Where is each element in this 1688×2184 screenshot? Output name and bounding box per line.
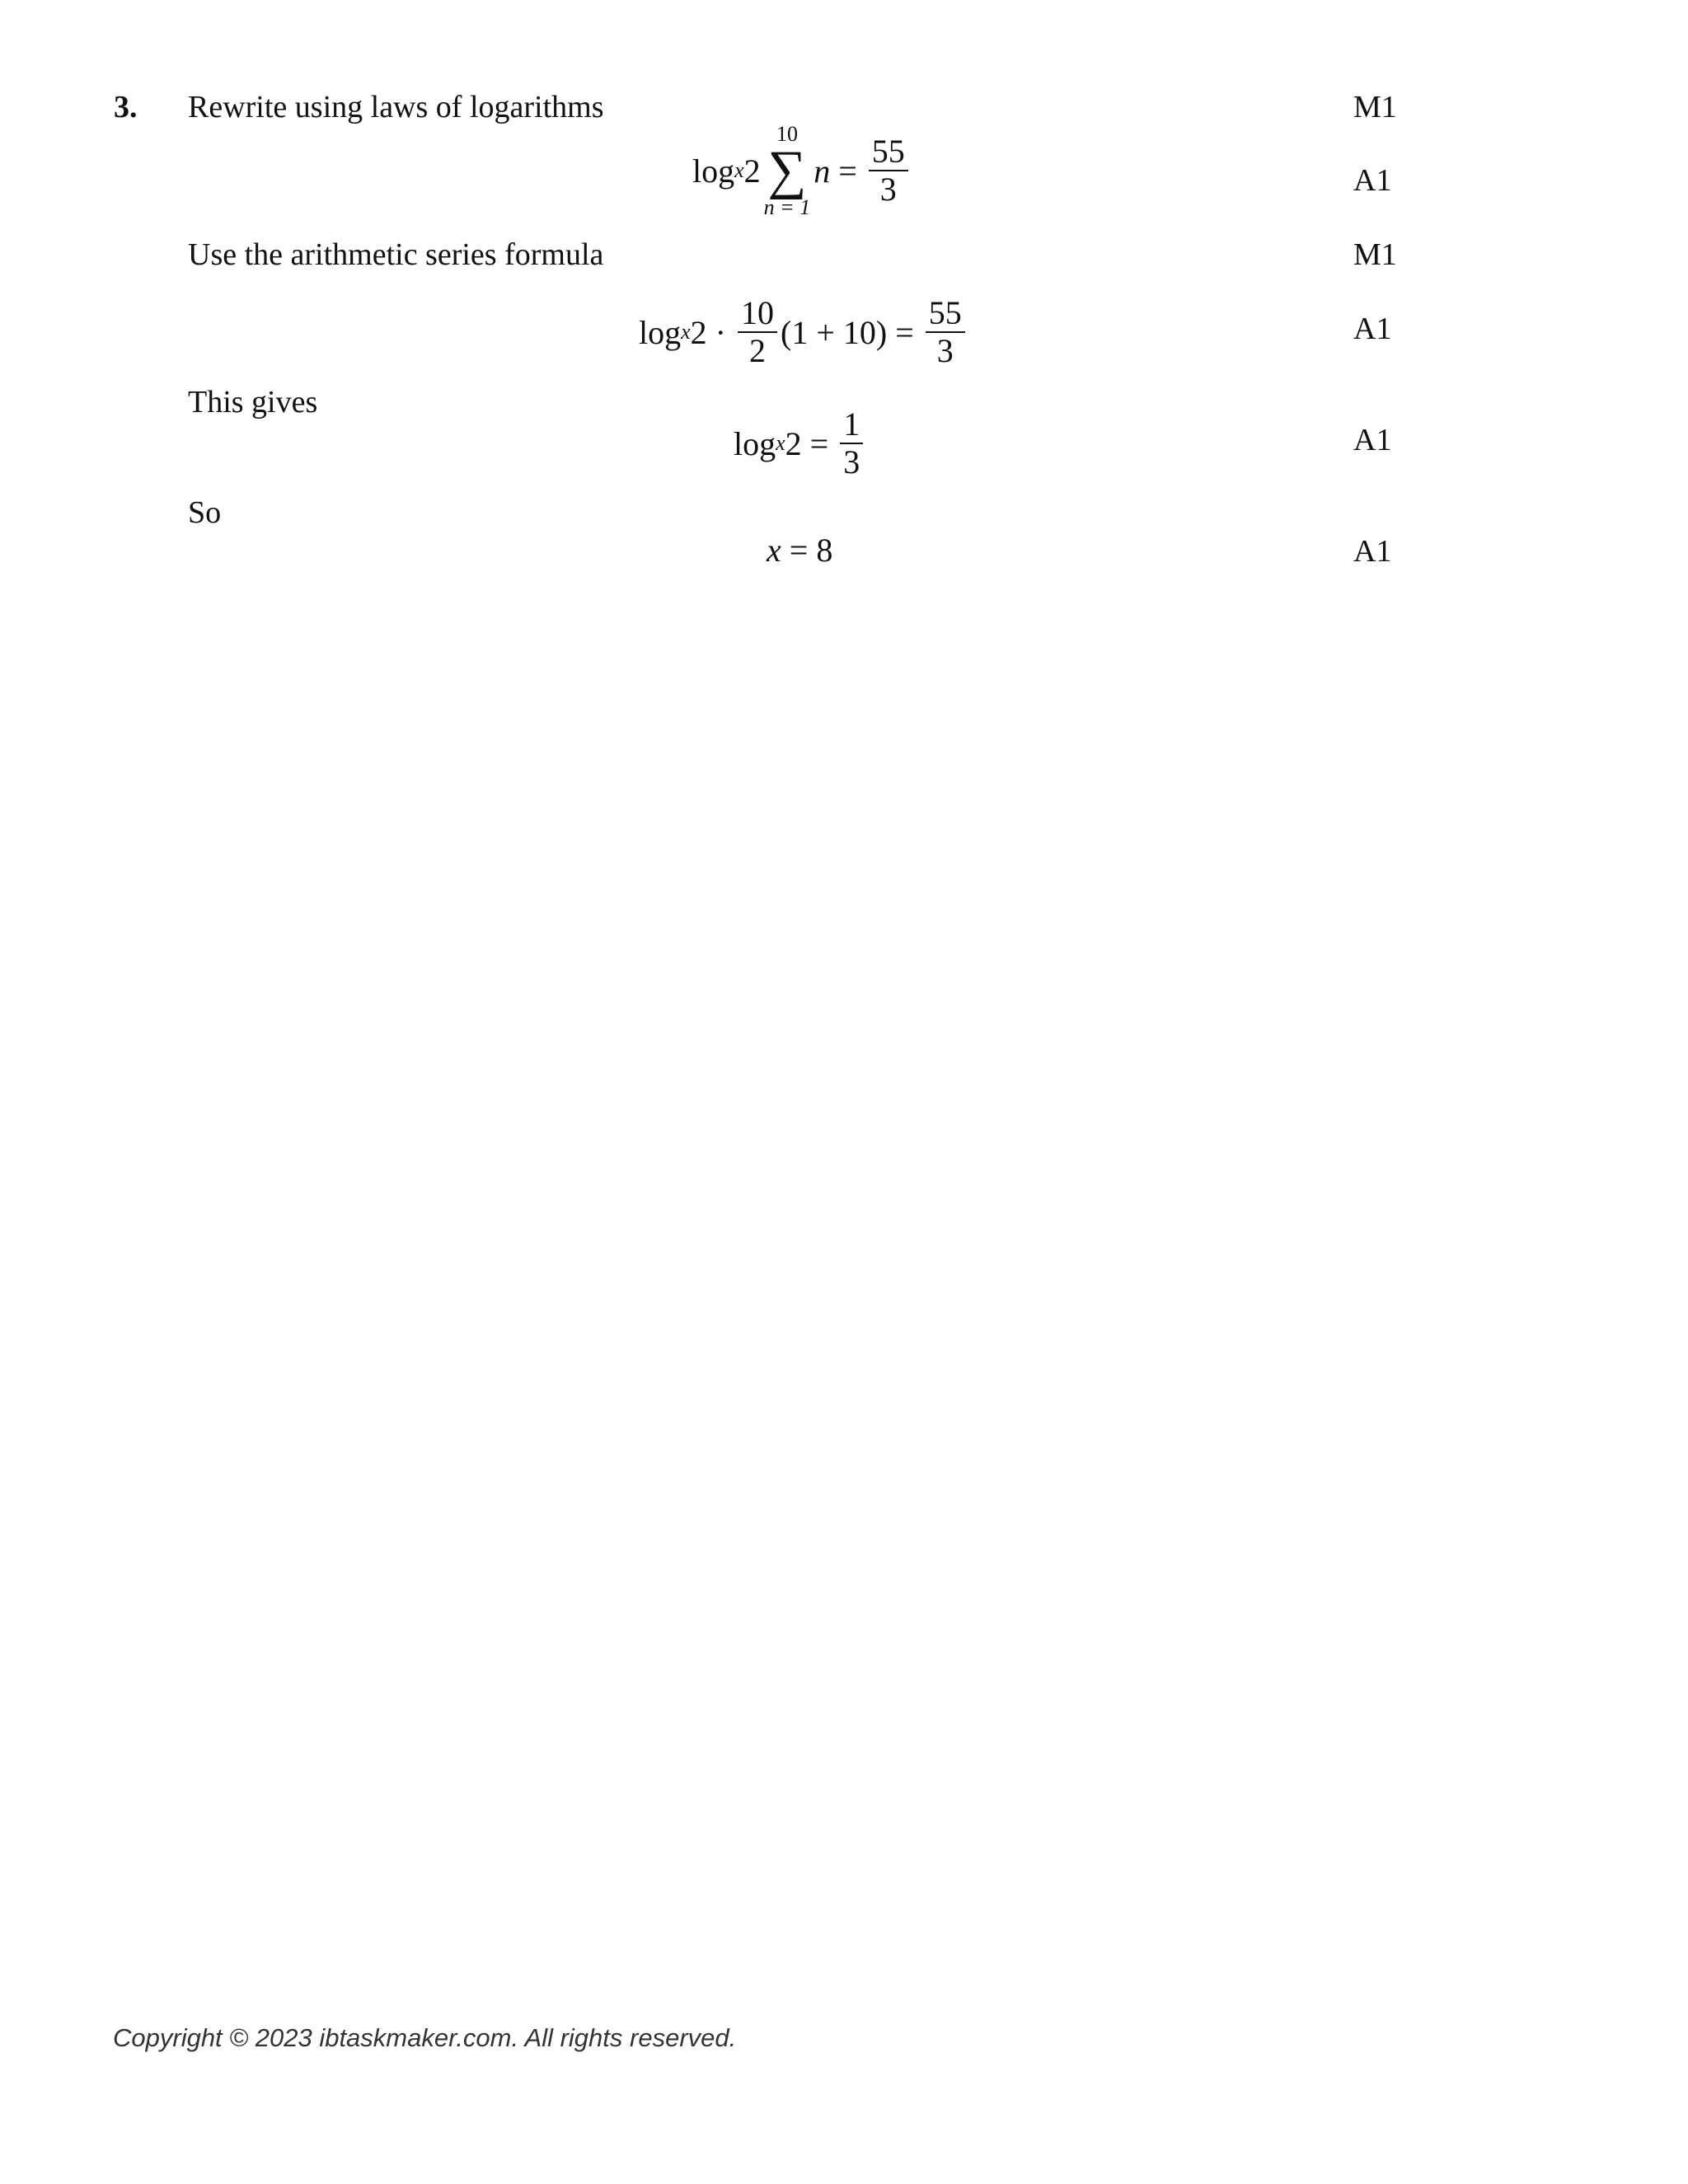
fraction-10-2 — [738, 294, 777, 369]
step-text-this-gives: This gives — [188, 385, 318, 419]
multiply-dot: · — [715, 313, 726, 351]
equals-sign: = — [895, 313, 914, 351]
log-text: log — [639, 313, 682, 351]
equals-sign: = — [809, 424, 829, 462]
mark-m1-rewrite: M1 — [1353, 90, 1397, 124]
fraction-numerator: 10 — [738, 297, 777, 333]
step-text-rewrite: Rewrite using laws of logarithms — [188, 90, 604, 124]
equation-log-sum — [692, 124, 912, 218]
fraction-numerator: 55 — [869, 135, 908, 171]
parenthesis-expression: (1 + 10) — [781, 313, 888, 351]
equation-arithmetic-series — [639, 294, 968, 369]
step-text-so: So — [188, 495, 222, 530]
fraction-denominator: 3 — [879, 171, 897, 209]
copyright-footer: Copyright © 2023 ibtaskmaker.com. All rights reserved. — [113, 2023, 737, 2052]
sum-upper-limit: 10 — [776, 122, 798, 146]
fraction-55-3 — [869, 133, 908, 209]
log-base: x — [681, 320, 691, 344]
mark-a1-arithmetic-series: A1 — [1353, 312, 1392, 346]
mark-m1-arithmetic: M1 — [1353, 237, 1397, 272]
log-base: x — [734, 158, 744, 183]
fraction-denominator: 2 — [749, 332, 766, 369]
fraction-1-3 — [840, 405, 863, 480]
variable-x: x — [767, 532, 781, 569]
sum-lower-limit: n = 1 — [763, 194, 811, 219]
equation-log-one-third — [734, 405, 866, 480]
fraction-denominator: 3 — [843, 443, 860, 480]
answer-value: 8 — [816, 532, 833, 569]
summation — [764, 124, 811, 218]
sum-term: n — [814, 152, 831, 190]
fraction-55-3 — [926, 294, 965, 369]
log-argument: 2 — [743, 152, 761, 190]
question-number: 3. — [114, 90, 138, 124]
fraction-numerator: 55 — [926, 297, 965, 333]
fraction-numerator: 1 — [840, 408, 863, 444]
log-text: log — [692, 152, 735, 190]
equation-final-answer — [767, 531, 832, 569]
mark-a1-log-one-third: A1 — [1353, 423, 1392, 457]
mark-a1-final-answer: A1 — [1353, 534, 1392, 569]
mark-a1-log-sum: A1 — [1353, 163, 1392, 198]
step-text-arithmetic: Use the arithmetic series formula — [188, 237, 604, 272]
log-base: x — [776, 431, 785, 455]
equals-sign: = — [789, 532, 809, 569]
log-text: log — [734, 424, 776, 462]
equals-sign: = — [838, 152, 857, 190]
fraction-denominator: 3 — [936, 332, 954, 369]
log-argument: 2 — [690, 313, 707, 351]
log-argument: 2 — [785, 424, 802, 462]
sigma-symbol: ∑ — [767, 140, 807, 200]
